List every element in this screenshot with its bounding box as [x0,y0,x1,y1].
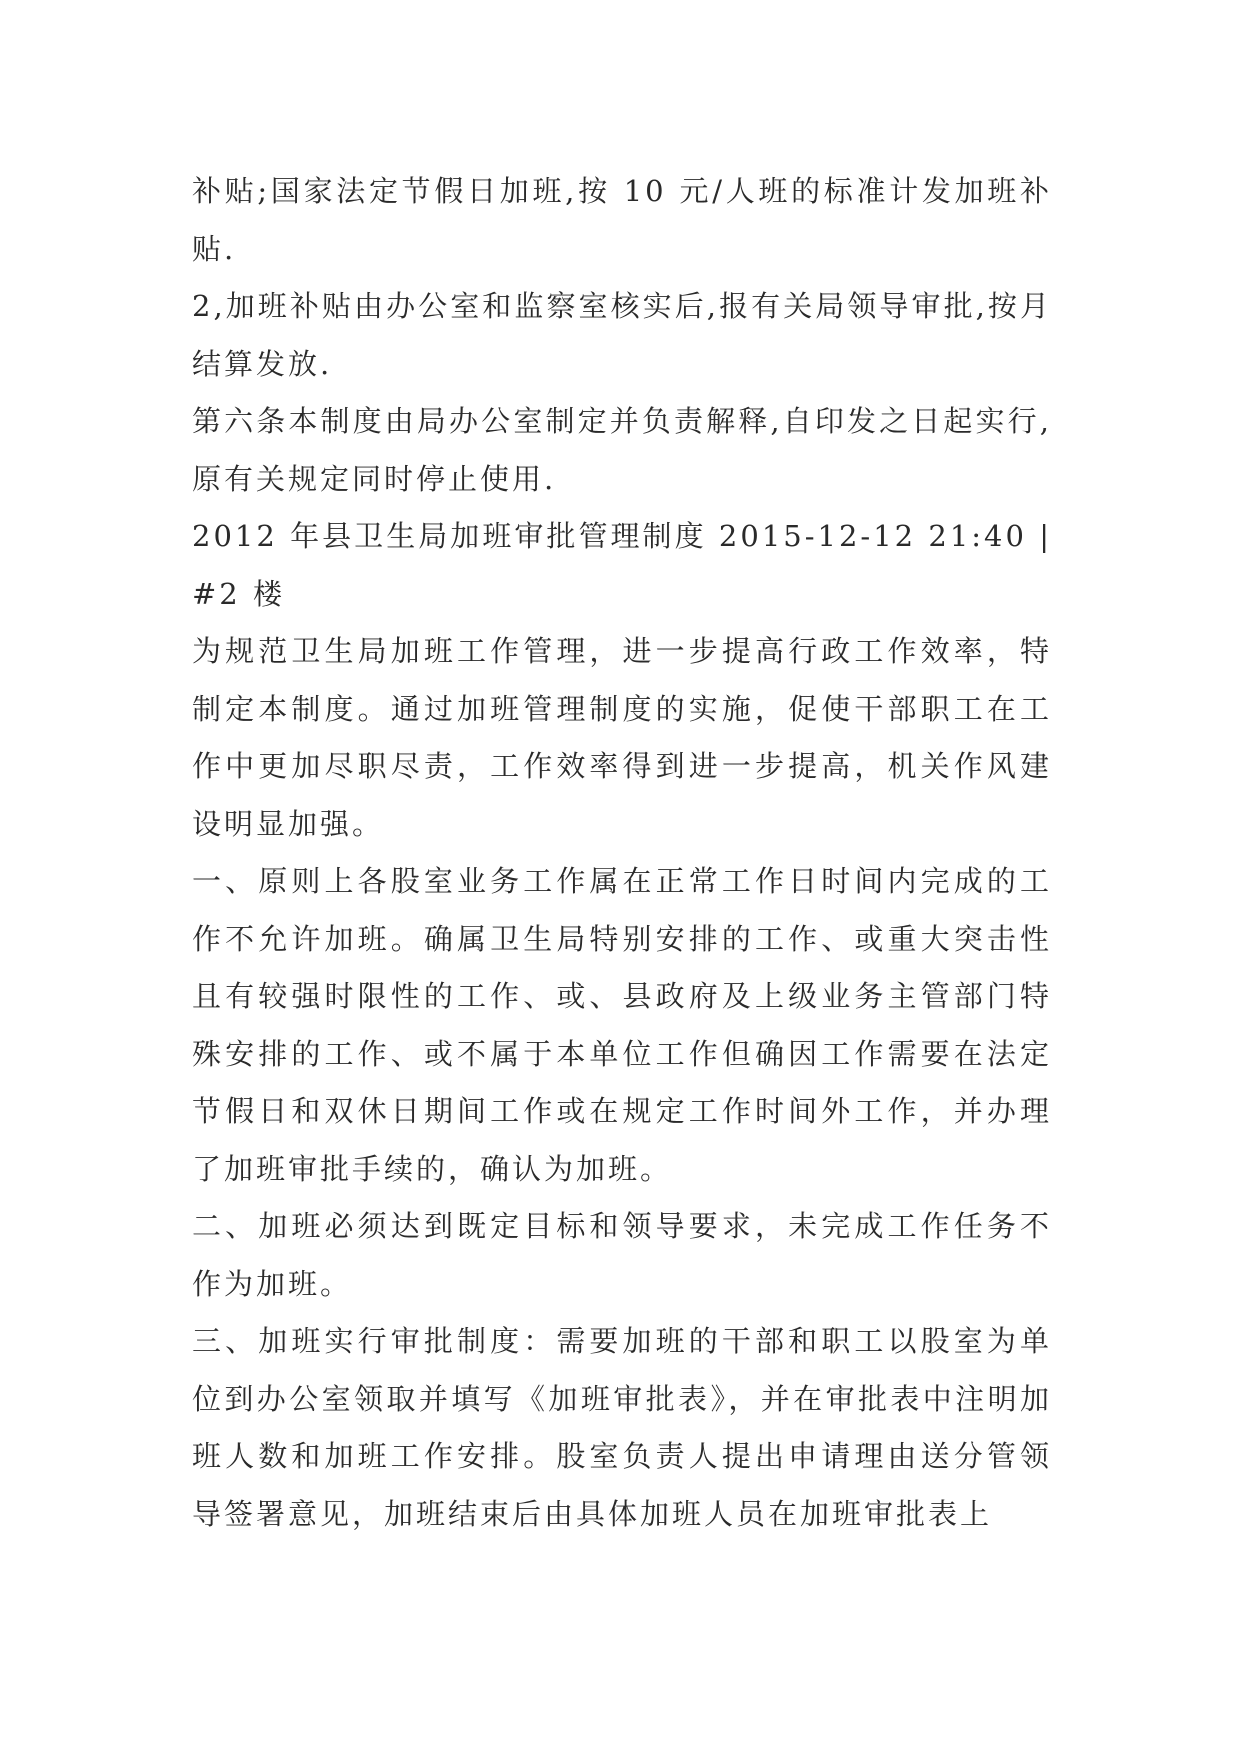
post-header: 2012 年县卫生局加班审批管理制度 2015-12-12 21:40 | #2 楼 [192,519,1052,611]
paragraph-rule-two: 二、加班必须达到既定目标和领导要求，未完成工作任务不作为加班。 [192,1209,1052,1301]
paragraph-rule-one: 一、原则上各股室业务工作属在正常工作日时间内完成的工作不允许加班。确属卫生局特别安排的工作、或重大突击性且有较强时限性的工作、或、县政府及上级业务主管部门特殊安排的工作、或不属于本单位工作但确因工作需要在法定节假日和双休日期间工作或在规定工作时间外工作，并办理了加班审批手续的，确认为加班。 [192,864,1052,1186]
paragraph-subsidy-holiday: 补贴;国家法定节假日加班,按 10 元/人班的标准计发加班补贴. [192,174,1052,266]
paragraph-subsidy-approval: 2,加班补贴由办公室和监察室核实后,报有关局领导审批,按月结算发放. [192,289,1052,381]
paragraph-intro: 为规范卫生局加班工作管理，进一步提高行政工作效率，特制定本制度。通过加班管理制度的实施，促使干部职工在工作中更加尽职尽责，工作效率得到进一步提高，机关作风建设明显加强。 [192,634,1052,841]
paragraph-article-six: 第六条本制度由局办公室制定并负责解释,自印发之日起实行,原有关规定同时停止使用. [192,404,1052,496]
document-body [192,163,1052,1543]
paragraph-rule-three: 三、加班实行审批制度：需要加班的干部和职工以股室为单位到办公室领取并填写《加班审批表》，并在审批表中注明加班人数和加班工作安排。股室负责人提出申请理由送分管领导签署意见，加班结束后由具体加班人员在加班审批表上 [192,1324,1052,1531]
